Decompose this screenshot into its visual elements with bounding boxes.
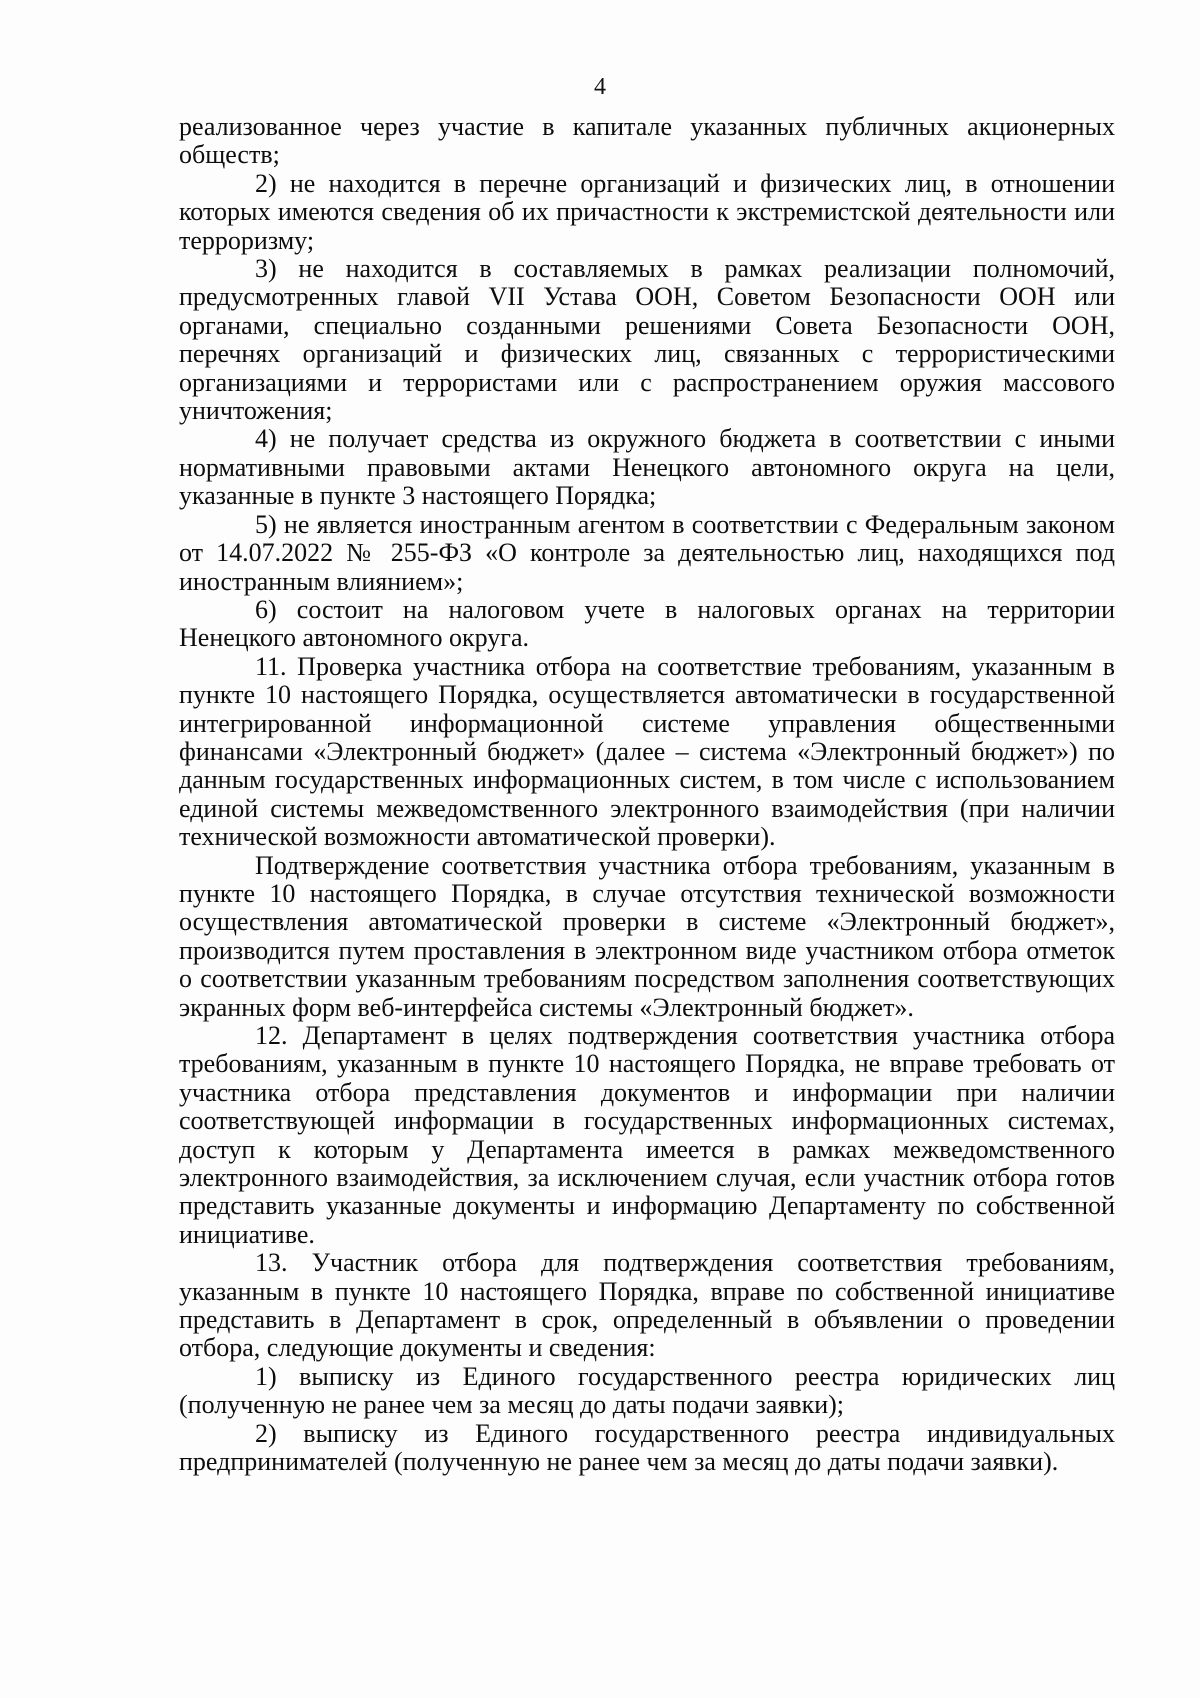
paragraph-clause-11: 11. Проверка участника отбора на соответствие требованиям, указанным в пункте 10 настоящего Порядка, осуществляется автоматически в государственной интегрированной информационной системе управления общественными финансами «Электронный бюджет» (далее – система «Электронный бюджет») по данным государственных информационных систем, в том числе с использованием единой системы межведомственного электронного взаимодействия (при наличии технической возможности автоматической проверки). [179,651,1115,852]
document-body [179,113,1115,1477]
paragraph-clause-13-item-1: 1) выписку из Единого государственного реестра юридических лиц (полученную не ранее чем за месяц до даты подачи заявки); [179,1361,1115,1420]
paragraph-clause-13: 13. Участник отбора для подтверждения соответствия требованиям, указанным в пункте 10 настоящего Порядка, вправе по собственной инициативе представить в Департамент в срок, определенный в объявлении о проведении отбора, следующие документы и сведения: [179,1248,1115,1363]
paragraph-item-3: 3) не находится в составляемых в рамках реализации полномочий, предусмотренных главой VII Устава ООН, Советом Безопасности ООН или органами, специально созданными решениями Совета Безопасности ООН, перечнях организаций и физических лиц, связанных с террористическими организациями и террористами или с распространением оружия массового уничтожения; [179,254,1115,426]
page-number: 4 [594,74,606,100]
paragraph-item-6: 6) состоит на налоговом учете в налоговых органах на территории Ненецкого автономного округа. [179,594,1115,653]
paragraph-item-4: 4) не получает средства из окружного бюджета в соответствии с иными нормативными правовыми актами Ненецкого автономного округа на цели, указанные в пункте 3 настоящего Порядка; [179,424,1115,511]
paragraph-continuation: реализованное через участие в капитале указанных публичных акционерных обществ; [179,112,1115,170]
paragraph-clause-13-item-2: 2) выписку из Единого государственного реестра индивидуальных предпринимателей (полученную не ранее чем за месяц до даты подачи заявки). [179,1418,1115,1477]
paragraph-item-5: 5) не является иностранным агентом в соответствии с Федеральным законом от 14.07.2022 № 255-ФЗ «О контроле за деятельностью лиц, находящихся под иностранным влиянием»; [179,509,1115,596]
paragraph-item-2: 2) не находится в перечне организаций и физических лиц, в отношении которых имеются сведения об их причастности к экстремистской деятельности или терроризму; [179,168,1115,255]
paragraph-clause-12: 12. Департамент в целях подтверждения соответствия участника отбора требованиям, указанным в пункте 10 настоящего Порядка, не вправе требовать от участника отбора представления документов и информации при наличии соответствующей информации в государственных информационных системах, доступ к которым у Департамента имеется в рамках межведомственного электронного взаимодействия, за исключением случая, если участник отбора готов представить указанные документы и информацию Департаменту по собственной инициативе. [179,1021,1115,1249]
paragraph-clause-11-confirmation: Подтверждение соответствия участника отбора требованиям, указанным в пункте 10 настоящего Порядка, в случае отсутствия технической возможности осуществления автоматической проверки в системе «Электронный бюджет», производится путем проставления в электронном виде участником отбора отметок о соответствии указанным требованиям посредством заполнения соответствующих экранных форм веб-интерфейса системы «Электронный бюджет». [179,850,1115,1022]
